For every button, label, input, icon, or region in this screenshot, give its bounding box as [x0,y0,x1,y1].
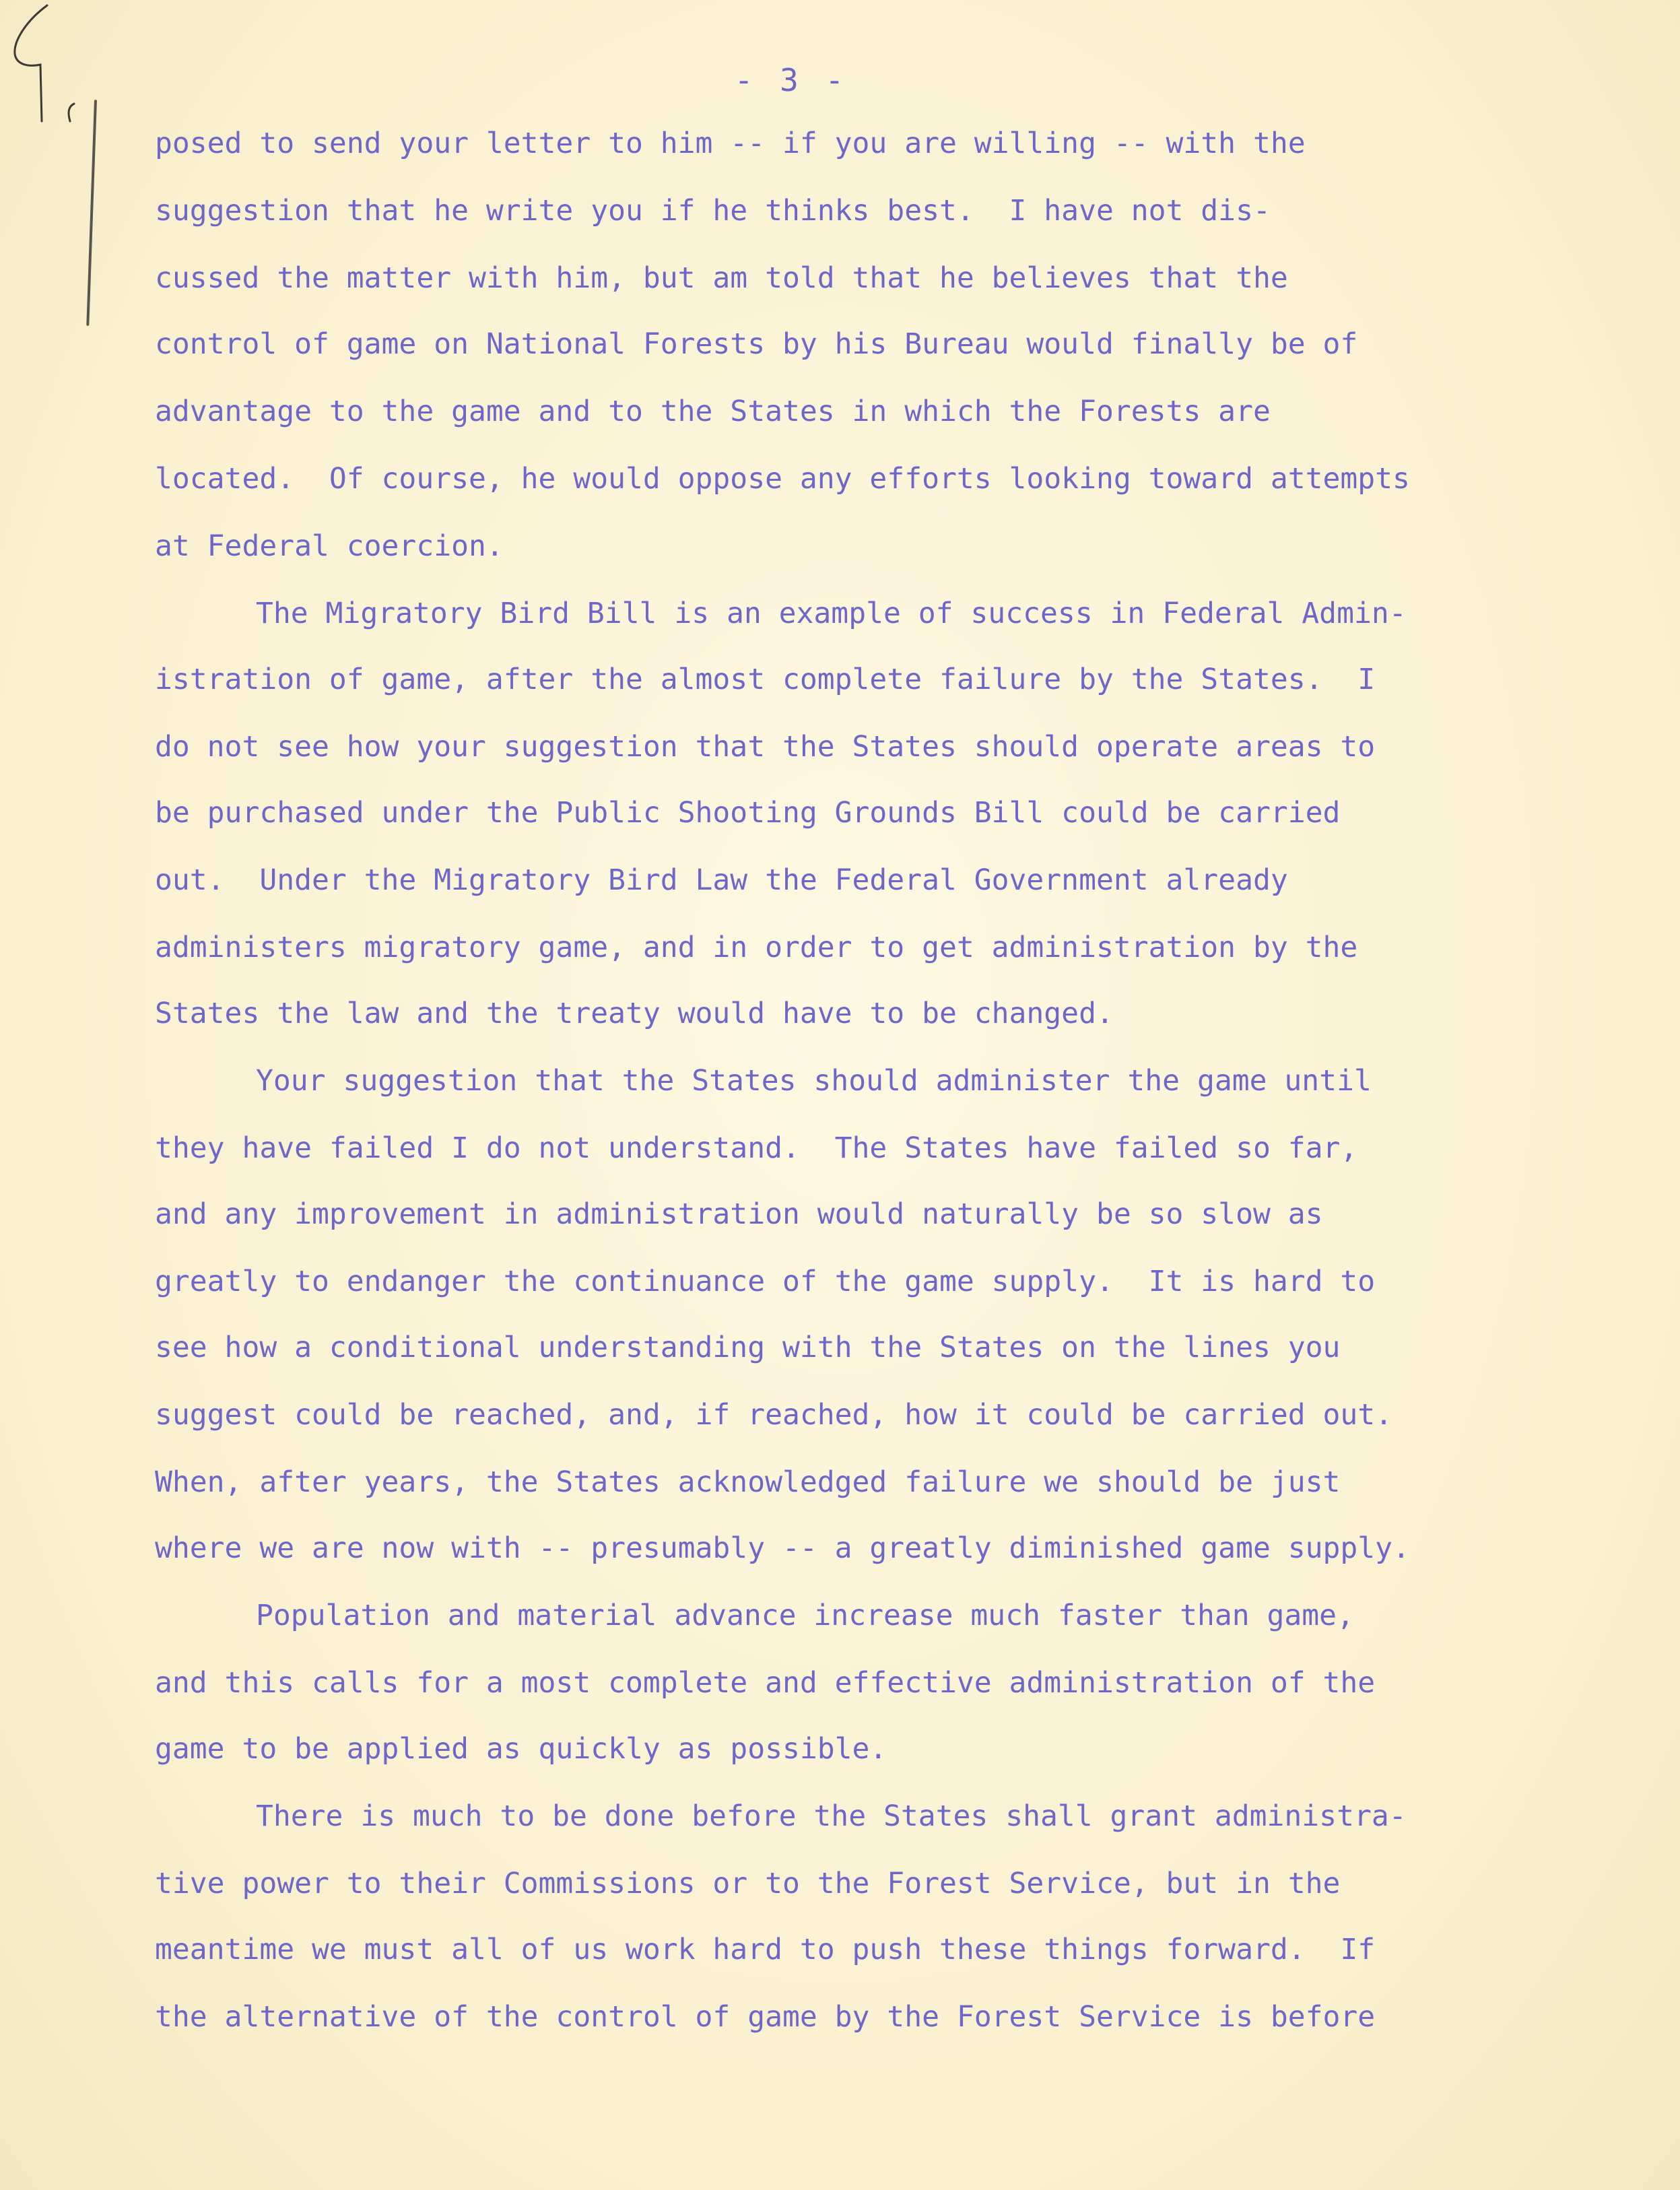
paragraph-start: There is much to be done before the States shall grant administra- [256,1799,1407,1833]
text-line: istration of game, after the almost complete failure by the States. I [155,663,1376,696]
text-line: tive power to their Commissions or to the Forest Service, but in the [155,1867,1341,1900]
text-line: out. Under the Migratory Bird Law the Federal Government already [155,863,1288,897]
text-line: be purchased under the Public Shooting Grounds Bill could be carried [155,796,1341,830]
text-line: suggestion that he write you if he thinks best. I have not dis- [155,194,1271,228]
text-line: and any improvement in administration would naturally be so slow as [155,1197,1323,1231]
text-line: located. Of course, he would oppose any efforts looking toward attempts [155,462,1410,496]
text-line: meantime we must all of us work hard to push these things forward. If [155,1933,1376,1966]
text-line: game to be applied as quickly as possible. [155,1732,887,1766]
text-line: the alternative of the control of game by the Forest Service is before [155,2000,1376,2034]
text-line: see how a conditional understanding with the States on the lines you [155,1331,1341,1364]
paragraph-start: Your suggestion that the States should administer the game until [256,1064,1372,1098]
text-line: cussed the matter with him, but am told that he believes that the [155,261,1288,295]
text-line: at Federal coercion. [155,529,504,563]
text-line: advantage to the game and to the States in which the Forests are [155,395,1271,428]
pencil-margin-line [86,100,97,326]
paragraph-start: Population and material advance increase much faster than game, [256,1599,1354,1632]
text-line: suggest could be reached, and, if reached, how it could be carried out. [155,1398,1393,1432]
text-line: States the law and the treaty would have to be changed. [155,997,1114,1030]
page-number: - 3 - [734,62,848,98]
text-line: greatly to endanger the continuance of the game supply. It is hard to [155,1265,1376,1298]
text-line: administers migratory game, and in order to get administration by the [155,931,1358,964]
paragraph-start: The Migratory Bird Bill is an example of success in Federal Admin- [256,597,1407,630]
text-line: and this calls for a most complete and effective administration of the [155,1666,1376,1700]
text-line: control of game on National Forests by his Bureau would finally be of [155,327,1358,361]
text-line: do not see how your suggestion that the States should operate areas to [155,730,1376,764]
text-line: When, after years, the States acknowledged failure we should be just [155,1465,1341,1499]
text-line: they have failed I do not understand. The States have failed so far, [155,1131,1358,1165]
text-line: posed to send your letter to him -- if you are willing -- with the [155,127,1306,160]
text-line: where we are now with -- presumably -- a greatly diminished game supply. [155,1531,1410,1565]
